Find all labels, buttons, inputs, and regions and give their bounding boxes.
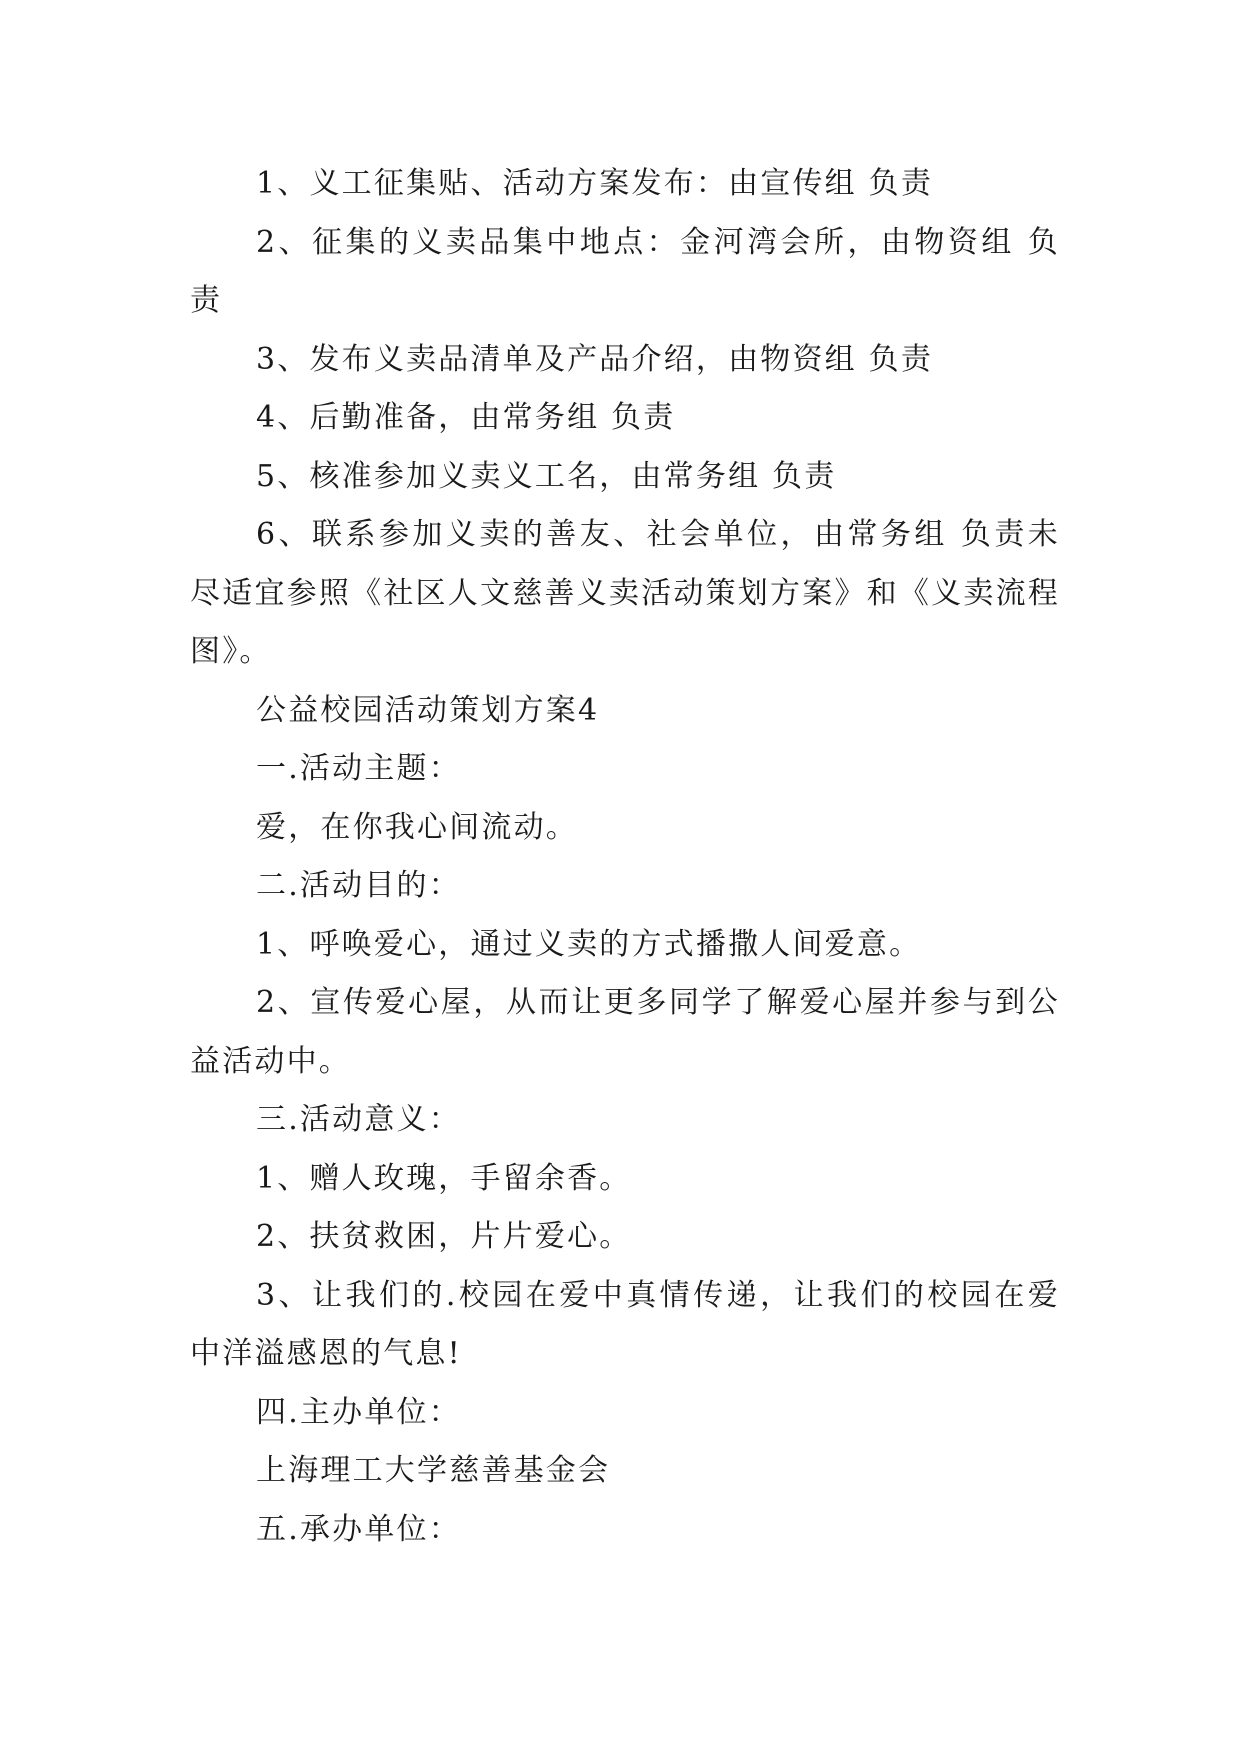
section-title: 公益校园活动策划方案4 xyxy=(256,692,600,728)
heading-significance: 三.活动意义： xyxy=(256,1102,461,1137)
purpose-item-1: 1、呼唤爱心，通过义卖的方式播撒人间爱意。 xyxy=(256,926,922,962)
paragraph-task-2: 2、征集的义卖品集中地点：金河湾会所，由物资组 负责 xyxy=(190,224,1060,318)
theme-text: 爱，在你我心间流动。 xyxy=(256,809,578,845)
heading-theme: 一.活动主题： xyxy=(256,751,461,786)
paragraph-task-3: 3、发布义卖品清单及产品介绍，由物资组 负责 xyxy=(256,341,934,377)
document-body xyxy=(190,155,1060,1559)
purpose-item-2: 2、宣传爱心屋，从而让更多同学了解爱心屋并参与到公益活动中。 xyxy=(190,985,1060,1079)
significance-item-1: 1、赠人玫瑰，手留余香。 xyxy=(256,1160,632,1196)
significance-item-3: 3、让我们的.校园在爱中真情传递，让我们的校园在爱中洋溢感恩的气息! xyxy=(190,1277,1060,1371)
significance-item-2: 2、扶贫救困，片片爱心。 xyxy=(256,1219,632,1254)
heading-purpose: 二.活动目的： xyxy=(256,868,461,903)
paragraph-task-6: 6、联系参加义卖的善友、社会单位，由常务组 负责未尽适宜参照《社区人文慈善义卖活动策划方案》和《义卖流程图》。 xyxy=(190,517,1060,669)
heading-organizer: 四.主办单位： xyxy=(256,1394,461,1430)
heading-co-organizer: 五.承办单位： xyxy=(256,1511,461,1547)
paragraph-task-4: 4、后勤准备，由常务组 负责 xyxy=(256,400,676,435)
paragraph-task-5: 5、核准参加义卖义工名，由常务组 负责 xyxy=(256,458,837,494)
paragraph-task-1: 1、义工征集贴、活动方案发布：由宣传组 负责 xyxy=(256,166,934,201)
organizer-text: 上海理工大学慈善基金会 xyxy=(256,1453,611,1488)
